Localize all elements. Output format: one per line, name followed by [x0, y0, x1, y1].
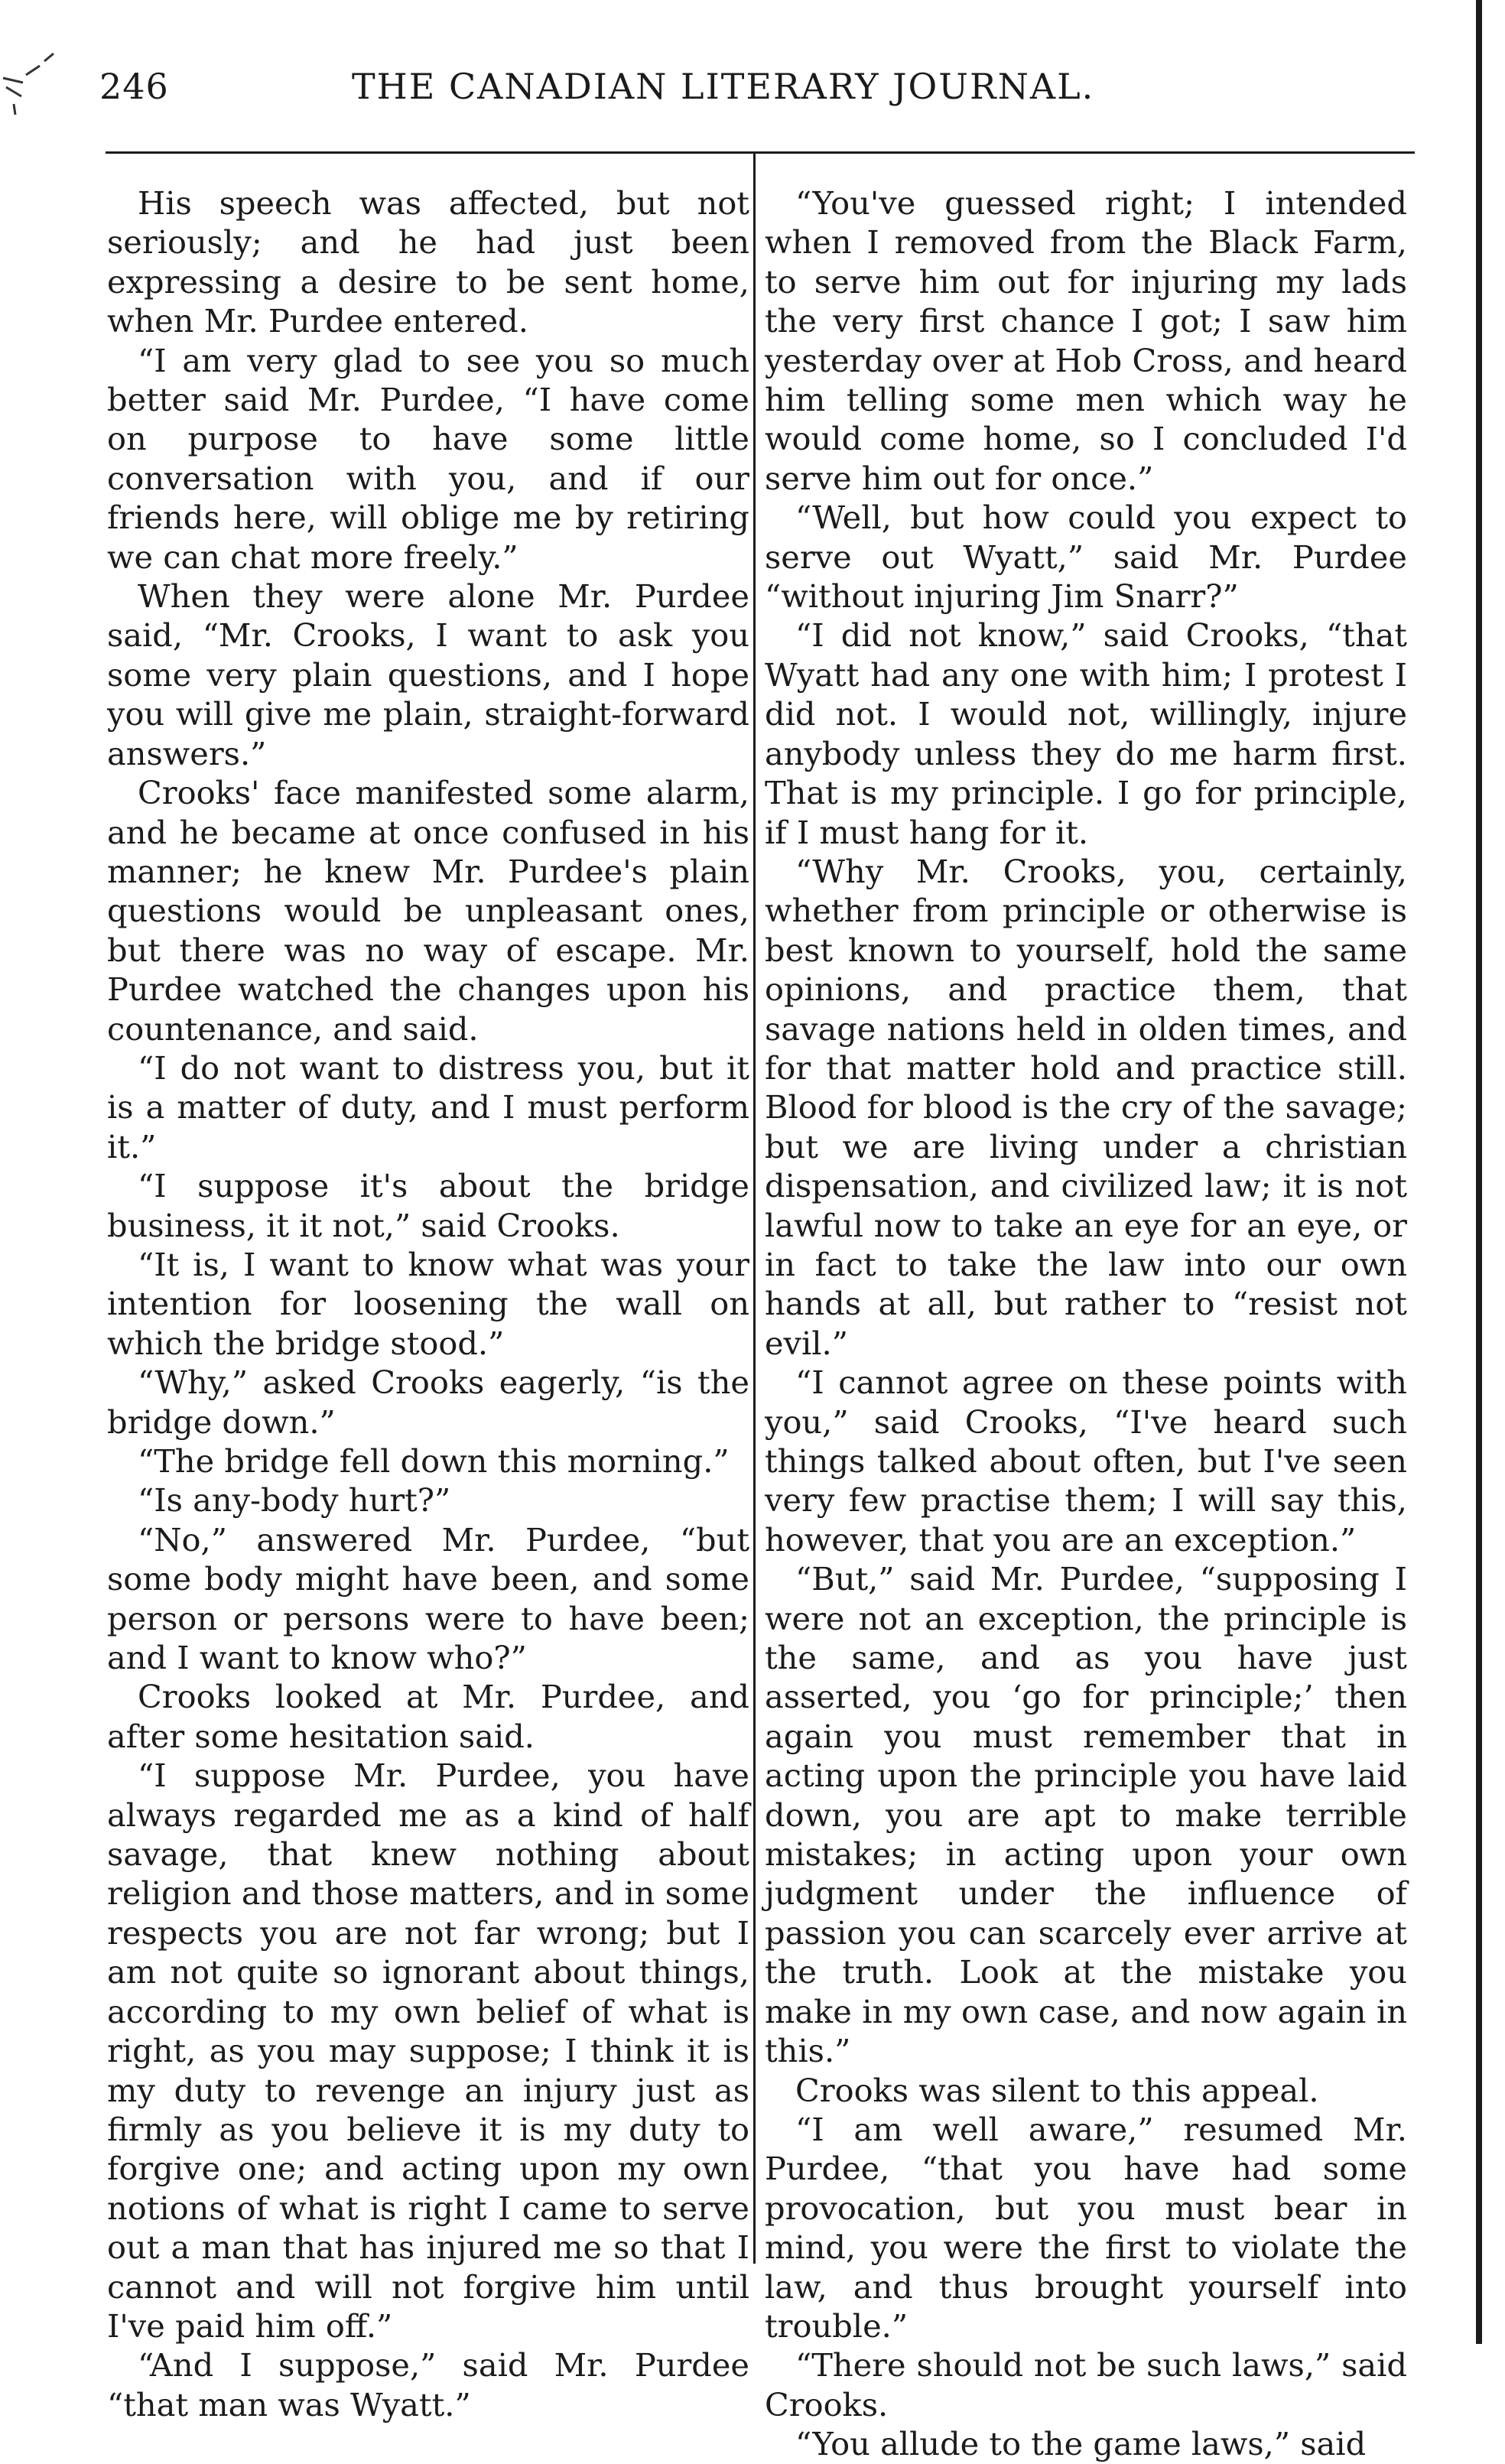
paragraph: “I suppose it's about the bridge business, it it not,” said Crooks.	[107, 1167, 749, 1244]
paragraph: “I did not know,” said Crooks, “that Wyatt had any one with him; I protest I did not. I would not, willingly, injure anybody unless they do me harm first. That is my principle. I go for principle, if I must hang for it.	[765, 616, 1407, 851]
paragraph: “Is any-body hurt?”	[138, 1481, 451, 1520]
paragraph: When they were alone Mr. Purdee said, “Mr. Crooks, I want to ask you some very plain questions, and I hope you will give me plain, straight-forward answers.”	[107, 577, 749, 772]
paragraph: “There should not be such laws,” said Crooks.	[765, 2346, 1407, 2423]
paragraph: “The bridge fell down this morning.”	[138, 1442, 730, 1480]
paragraph: “I am well aware,” resumed Mr. Purdee, “that you have had some provocation, but you must bear in mind, you were the first to violate the law, and thus brought yourself into trouble.”	[765, 2110, 1407, 2345]
paragraph: “I cannot agree on these points with you,” said Crooks, “I've heard such things talked about often, but I've seen very few practise them; I will say this, however, that you are an exception.”	[765, 1364, 1407, 1559]
paragraph: “I suppose Mr. Purdee, you have always regarded me as a kind of half savage, that knew nothing about religion and those matters, and in some respects you are not far wrong; but I am not quite so ignorant about things, according to my own belief of what is right, as you may suppose; I think it is my duty to revenge an injury just as firmly as you believe it is my duty to forgive one; and acting upon my own notions of what is right I came to serve out a man that has injured me so that I cannot and will not forgive him until I've paid him off.”	[107, 1757, 749, 2345]
paragraph: “Why,” asked Crooks eagerly, “is the bridge down.”	[107, 1364, 749, 1441]
paragraph: “You've guessed right; I intended when I removed from the Black Farm, to serve him out for injuring my lads the very first chance I got; I saw him yesterday over at Hob Cross, and heard him telling some men which way he would come home, so I concluded I'd serve him out for once.”	[765, 184, 1407, 497]
paragraph: “Why Mr. Crooks, you, certainly, whether from principle or otherwise is best known to yourself, hold the same opinions, and practice them, that savage nations held in olden times, and for that matter hold and practice still. Blood for blood is the cry of the savage; but we are living under a christian dispensation, and civilized law; it is not lawful now to take an eye for an eye, or in fact to take the law into our own hands at all, but rather to “resist not evil.”	[765, 852, 1407, 1362]
paragraph: “It is, I want to know what was your intention for loosening the wall on which the bridge stood.”	[107, 1245, 749, 1362]
paragraph: His speech was affected, but not seriously; and he had just been expressing a desire to be sent home, when Mr. Purdee entered.	[107, 184, 749, 340]
right-column	[765, 184, 1407, 2464]
page-edge-bar	[1476, 0, 1482, 2344]
paragraph: “No,” answered Mr. Purdee, “but some body might have been, and some person or persons were to have been; and I want to know who?”	[107, 1520, 749, 1677]
running-header	[99, 66, 1415, 119]
paragraph: “But,” said Mr. Purdee, “supposing I were not an exception, the principle is the same, and as you have just asserted, you ‘go for principle;’ then again you must remember that in acting upon the principle you have laid down, you are apt to make terrible mistakes; in acting upon your own judgment under the influence of passion you can scarcely ever arrive at the truth. Look at the mistake you make in my own case, and now again in this.”	[765, 1560, 1407, 2070]
running-title: THE CANADIAN LITERARY JOURNAL.	[352, 66, 1095, 107]
paragraph: “Well, but how could you expect to serve out Wyatt,” said Mr. Purdee “without injuring Jim Snarr?”	[765, 499, 1407, 616]
paragraph: “You allude to the game laws,” said	[795, 2425, 1367, 2463]
paragraph: Crooks looked at Mr. Purdee, and after some hesitation said.	[107, 1678, 749, 1755]
page-number: 246	[99, 66, 169, 107]
margin-pencil-mark	[0, 31, 84, 122]
paragraph: “I do not want to distress you, but it is a matter of duty, and I must perform it.”	[107, 1048, 749, 1165]
paragraph: Crooks' face manifested some alarm, and he became at once confused in his manner; he knew Mr. Purdee's plain questions would be unpleasant ones, but there was no way of escape. Mr. Purdee watched the changes upon his countenance, and said.	[107, 774, 749, 1048]
column-divider	[753, 153, 756, 2264]
paragraph: Crooks was silent to this appeal.	[795, 2071, 1319, 2109]
left-column	[107, 184, 749, 2424]
header-rule	[106, 151, 1415, 154]
paragraph: “And I suppose,” said Mr. Purdee “that man was Wyatt.”	[107, 2346, 749, 2423]
paragraph: “I am very glad to see you so much better said Mr. Purdee, “I have come on purpose to have some little conversation with you, and if our friends here, will oblige me by retiring we can chat more freely.”	[107, 341, 749, 576]
